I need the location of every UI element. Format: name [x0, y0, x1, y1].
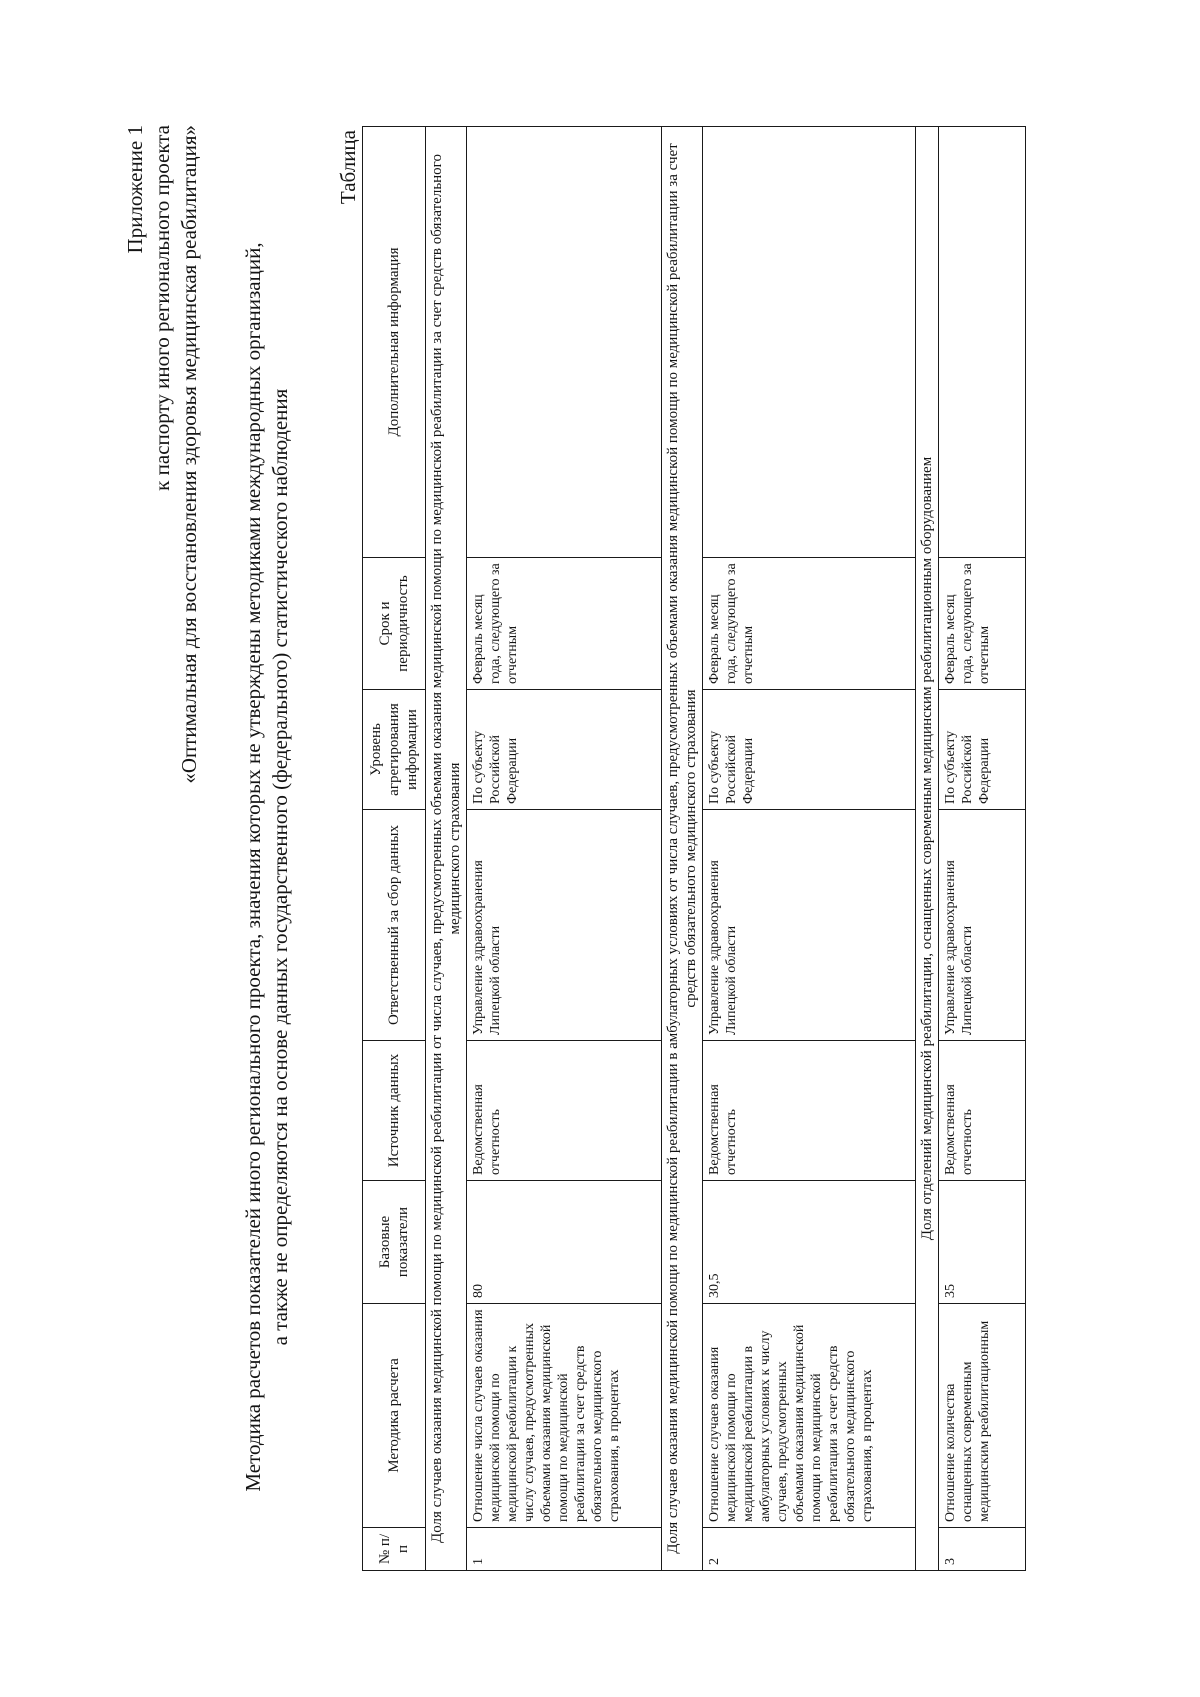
- cell-extra: [939, 127, 1026, 558]
- appendix-line-2: к паспорту иного регионального проекта: [150, 125, 174, 491]
- cell-responsible: Управление здравоохранения Липецкой области: [939, 810, 1026, 1041]
- cell-source: Ведомственная отчетность: [467, 1041, 662, 1181]
- section-title: Доля случаев оказания медицинской помощи по медицинской реабилитации от числа случаев, предусмотренных объемами оказания медицинской помощи по медицинской реабилитации за счет средств обязательного медицинского страхования: [426, 127, 467, 1571]
- cell-num: 3: [939, 1528, 1026, 1571]
- appendix-line-1: Приложение 1: [123, 125, 147, 254]
- table-row: [939, 127, 1026, 1571]
- header-method: Методика расчета: [363, 1304, 426, 1528]
- table-header-row: [363, 127, 426, 1571]
- cell-level: По субъекту Российской Федерации: [467, 690, 662, 810]
- section-title: Доля случаев оказания медицинской помощи по медицинской реабилитации в амбулаторных условиях от числа случаев, предусмотренных объемами оказания медицинской помощи по медицинской реабилитации за счет средств обязательного медицинского страхования: [662, 127, 703, 1571]
- section-title: Доля отделений медицинской реабилитации, оснащенных современным медицинским реабилитационным оборудованием: [916, 127, 939, 1571]
- cell-method: Отношение случаев оказания медицинской помощи по медицинской реабилитации в амбулаторных условиях к числу случаев, предусмотренных объемами оказания медицинской помощи по медицинской реабилитации за счет средств обязательного медицинского страхования, в процентах: [703, 1304, 916, 1528]
- cell-level: По субъекту Российской Федерации: [939, 690, 1026, 810]
- cell-extra: [703, 127, 916, 558]
- cell-responsible: Управление здравоохранения Липецкой области: [703, 810, 916, 1041]
- cell-base: 80: [467, 1181, 662, 1304]
- header-term: Срок и периодичность: [363, 558, 426, 690]
- document-title: [240, 127, 294, 1607]
- appendix-header: [122, 125, 203, 945]
- cell-responsible: Управление здравоохранения Липецкой области: [467, 810, 662, 1041]
- cell-source: Ведомственная отчетность: [939, 1041, 1026, 1181]
- header-base: Базовые показатели: [363, 1181, 426, 1304]
- cell-base: 35: [939, 1181, 1026, 1304]
- cell-extra: [467, 127, 662, 558]
- indicators-table: [362, 126, 1026, 1571]
- document-title-line-2: а также не определяются на основе данных государственного (федерального) статистического наблюдения: [268, 388, 292, 1346]
- header-source: Источник данных: [363, 1041, 426, 1181]
- table-caption: Таблица: [336, 130, 360, 205]
- section-row: [916, 127, 939, 1571]
- cell-level: По субъекту Российской Федерации: [703, 690, 916, 810]
- section-row: [426, 127, 467, 1571]
- scan-border: [0, 0, 16, 1697]
- cell-source: Ведомственная отчетность: [703, 1041, 916, 1181]
- table-row: [703, 127, 916, 1571]
- cell-num: 2: [703, 1528, 916, 1571]
- appendix-line-3: «Оптимальная для восстановления здоровья медицинская реабилитация»: [177, 125, 201, 784]
- cell-method: Отношение числа случаев оказания медицинской помощи по медицинской реабилитации к числу случаев, предусмотренных объемами оказания медицинской помощи по медицинской реабилитации за счет средств обязательного медицинского страхования, в процентах: [467, 1304, 662, 1528]
- header-num: № п/п: [363, 1528, 426, 1571]
- document-title-line-1: Методика расчетов показателей иного регионального проекта, значения которых не утверждены методиками международных организаций,: [241, 242, 265, 1492]
- header-level: Уровень агрегирования информации: [363, 690, 426, 810]
- cell-method: Отношение количества оснащенных современным медицинским реабилитационным: [939, 1304, 1026, 1528]
- header-extra: Дополнительная информация: [363, 127, 426, 558]
- cell-term: Февраль месяц года, следующего за отчетным: [939, 558, 1026, 690]
- section-row: [662, 127, 703, 1571]
- cell-num: 1: [467, 1528, 662, 1571]
- table-row: [467, 127, 662, 1571]
- header-responsible: Ответственный за сбор данных: [363, 810, 426, 1041]
- cell-term: Февраль месяц года, следующего за отчетным: [467, 558, 662, 690]
- cell-base: 30,5: [703, 1181, 916, 1304]
- cell-term: Февраль месяц года, следующего за отчетным: [703, 558, 916, 690]
